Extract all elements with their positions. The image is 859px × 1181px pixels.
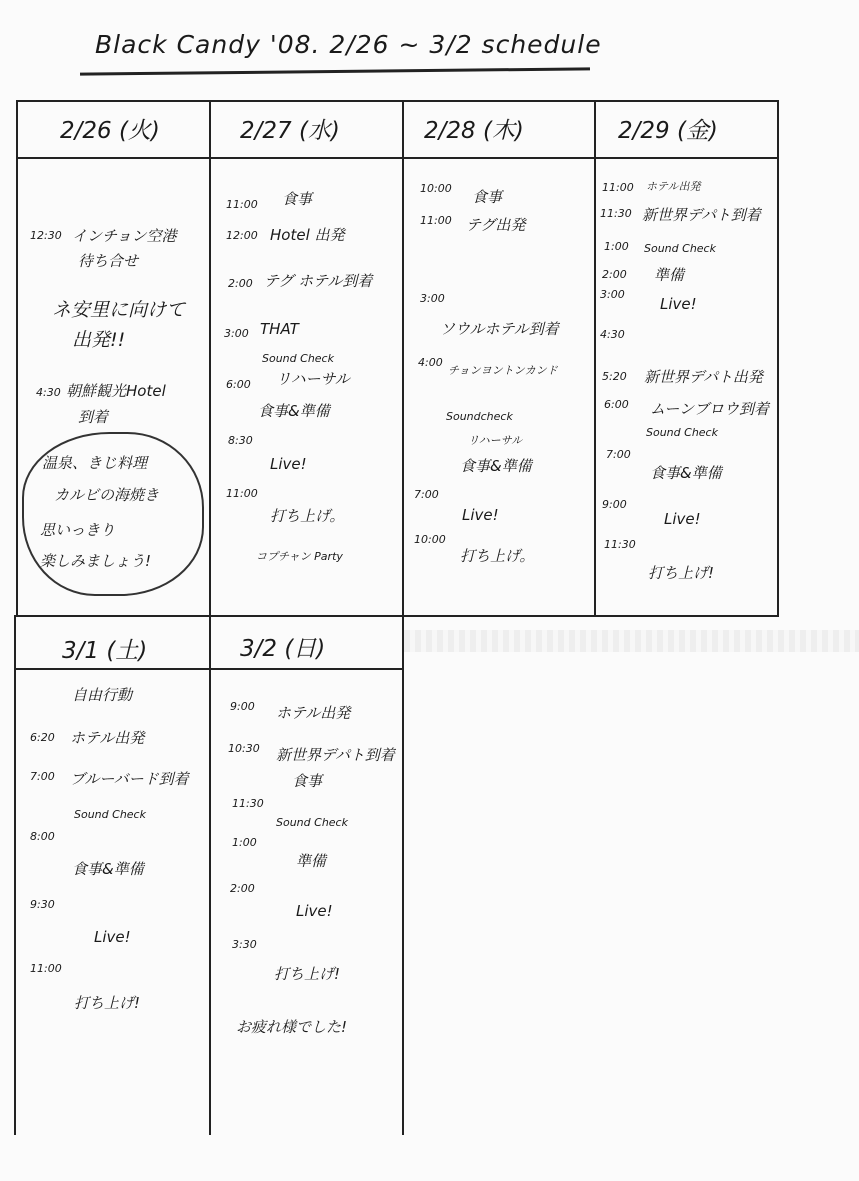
day-header-4: 2/29 (金) (618, 118, 718, 144)
entry-text: テグ ホテル到着 (264, 272, 373, 290)
entry-text: 朝鮮観光Hotel (66, 382, 166, 400)
grid-col-2 (402, 100, 404, 1135)
entry-text: Live! (270, 455, 307, 473)
entry-time: 3:00 (420, 292, 445, 305)
title-underline (80, 67, 590, 75)
entry-text: 打ち上げ! (274, 965, 341, 983)
entry-text: リハーサル (468, 434, 523, 447)
grid-left (16, 100, 18, 615)
entry-time: 9:30 (30, 898, 55, 911)
entry-text: 思いっきり (40, 521, 116, 539)
entry-text: 食事&準備 (650, 464, 722, 482)
entry-time: 11:00 (602, 181, 634, 194)
entry-text: ネ安里に向けて (52, 299, 186, 321)
entry-text: 温泉、きじ料理 (42, 454, 148, 472)
entry-time: 11:30 (232, 797, 264, 810)
entry-text: 準備 (296, 852, 327, 870)
entry-time: 7:00 (30, 770, 55, 783)
grid-col-1 (209, 100, 211, 1135)
day-header-3: 2/28 (木) (424, 118, 524, 144)
entry-text: Sound Check (644, 242, 716, 255)
entry-text: Live! (94, 928, 131, 946)
entry-text: お疲れ様でした! (236, 1018, 348, 1036)
entry-time: 4:00 (418, 356, 443, 369)
entry-text: ホテル出発 (70, 729, 145, 747)
entry-text: Live! (462, 506, 499, 524)
entry-time: 9:00 (230, 700, 255, 713)
entry-time: 10:30 (228, 742, 260, 755)
entry-text: インチョン空港 (72, 227, 177, 245)
entry-time: 5:20 (602, 370, 627, 383)
entry-text: 打ち上げ! (648, 564, 715, 582)
entry-text: リハーサル (276, 370, 350, 388)
entry-text: 食事&準備 (258, 402, 330, 420)
entry-text: 出発!! (72, 329, 126, 351)
entry-time: 11:00 (226, 198, 258, 211)
entry-text: THAT (260, 320, 299, 338)
entry-time: 6:00 (226, 378, 251, 391)
entry-time: 9:00 (602, 498, 627, 511)
entry-time: 2:00 (602, 268, 627, 281)
entry-text: ホテル出発 (646, 180, 701, 193)
entry-time: 10:00 (420, 182, 452, 195)
entry-time: 11:00 (30, 962, 62, 975)
entry-text: 新世界デパト到着 (276, 746, 395, 764)
day-header-6: 3/2 (日) (240, 636, 326, 662)
grid-top (16, 100, 778, 102)
entry-time: 7:00 (606, 448, 631, 461)
entry-text: 食事&準備 (72, 860, 144, 878)
entry-text: 打ち上げ! (74, 994, 141, 1012)
entry-text: 楽しみましょう! (40, 552, 152, 570)
entry-text: 食事 (282, 190, 313, 208)
entry-time: 11:30 (600, 207, 632, 220)
entry-text: 到着 (78, 408, 109, 426)
entry-time: 6:00 (604, 398, 629, 411)
entry-text: Sound Check (646, 426, 718, 439)
entry-time: 8:30 (228, 434, 253, 447)
entry-text: カルビの海焼き (54, 486, 160, 504)
entry-time: 11:00 (420, 214, 452, 227)
entry-text: ホテル出発 (276, 704, 351, 722)
day-header-5: 3/1 (土) (62, 638, 148, 664)
entry-time: 2:00 (230, 882, 255, 895)
entry-time: 6:20 (30, 731, 55, 744)
entry-text: ソウルホテル到着 (440, 320, 559, 338)
entry-time: 1:00 (232, 836, 257, 849)
entry-text: Live! (296, 902, 333, 920)
entry-text: Sound Check (276, 816, 348, 829)
entry-time: 3:30 (232, 938, 257, 951)
entry-text: 準備 (654, 266, 685, 284)
grid-col-3 (594, 100, 596, 617)
entry-text: 待ち合せ (78, 252, 139, 270)
entry-time: 12:30 (30, 229, 62, 242)
entry-time: 3:00 (224, 327, 249, 340)
entry-time: 3:00 (600, 288, 625, 301)
entry-time: 7:00 (414, 488, 439, 501)
entry-text: Hotel 出発 (270, 226, 345, 244)
entry-text: コプチャン Party (256, 550, 343, 563)
entry-time: 2:00 (228, 277, 253, 290)
entry-time: 1:00 (604, 240, 629, 253)
entry-text: ブルーバード到着 (70, 770, 189, 788)
entry-time: 12:00 (226, 229, 258, 242)
entry-text: 食事 (472, 188, 503, 206)
entry-text: Sound Check (74, 808, 146, 821)
torn-edge (404, 630, 859, 652)
day-header-1: 2/26 (火) (60, 118, 160, 144)
schedule-title: Black Candy '08. 2/26 ~ 3/2 schedule (95, 30, 602, 59)
entry-text: チョンヨントンカンド (448, 364, 558, 377)
entry-text: 打ち上げ。 (270, 507, 345, 525)
entry-time: 10:00 (414, 533, 446, 546)
entry-text: 自由行動 (72, 686, 133, 704)
grid-header-rule-top (16, 157, 778, 159)
entry-text: Live! (660, 295, 697, 313)
entry-text: 食事&準備 (460, 457, 532, 475)
entry-text: 新世界デパト到着 (642, 206, 761, 224)
entry-time: 11:30 (604, 538, 636, 551)
entry-time: 11:00 (226, 487, 258, 500)
entry-text: テグ出発 (466, 216, 526, 234)
entry-time: 8:00 (30, 830, 55, 843)
day-header-2: 2/27 (水) (240, 118, 340, 144)
entry-text: Live! (664, 510, 701, 528)
entry-text: ムーンブロウ到着 (650, 400, 769, 418)
entry-time: 4:30 (600, 328, 625, 341)
entry-text: Soundcheck (446, 410, 513, 423)
entry-text: Sound Check (262, 352, 334, 365)
entry-text: 食事 (292, 772, 323, 790)
entry-time: 4:30 (36, 386, 61, 399)
entry-text: 打ち上げ。 (460, 547, 535, 565)
grid-right (777, 100, 779, 617)
entry-text: 新世界デパト出発 (644, 368, 763, 386)
grid-mid (16, 615, 778, 617)
grid-left-lower (14, 615, 16, 1135)
